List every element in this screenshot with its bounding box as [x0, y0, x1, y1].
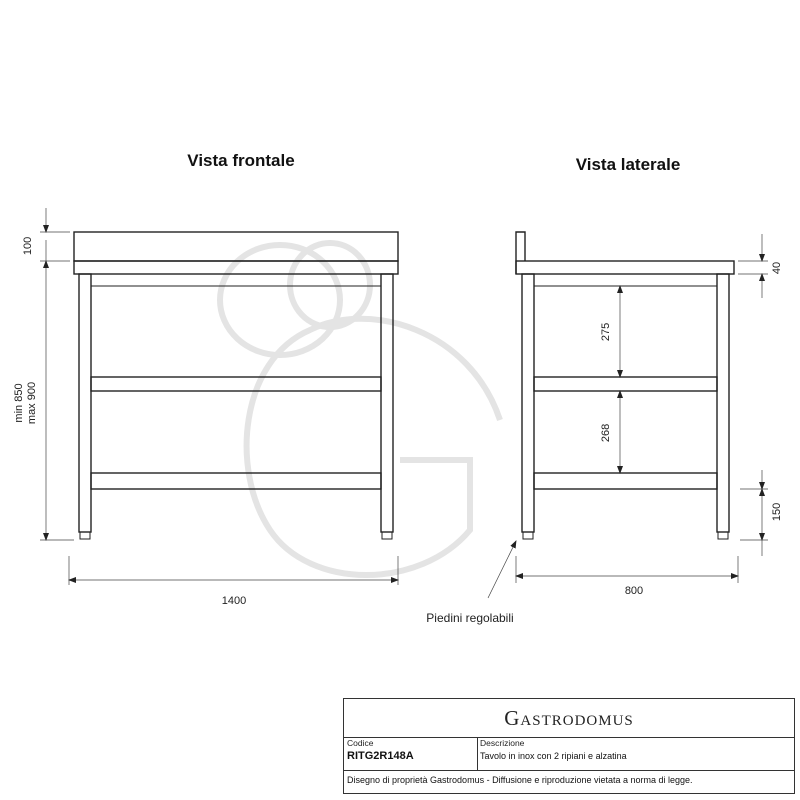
front-leg-left [79, 274, 91, 532]
title-block [343, 698, 795, 794]
front-top-dimension: 100 [22, 236, 34, 256]
front-width-label: 1400 [221, 595, 247, 607]
side-width-dimension [516, 556, 738, 597]
side-shelf-upper [534, 377, 717, 391]
front-view-title: Vista frontale [187, 151, 295, 170]
front-leg-right [381, 274, 393, 532]
description-label: Descrizione [480, 738, 525, 748]
side-foot-left [523, 532, 533, 539]
code-label: Codice [347, 738, 374, 748]
side-backsplash [516, 232, 525, 274]
side-width-label: 800 [624, 585, 644, 597]
side-view-title: Vista laterale [575, 155, 681, 174]
front-height-dimensions [13, 208, 74, 540]
front-view [74, 232, 398, 539]
side-height-dimensions [738, 234, 783, 556]
side-top-label: 40 [771, 261, 783, 275]
front-foot-right [382, 532, 392, 539]
front-width-dimension [69, 556, 398, 607]
brand-logo [504, 706, 634, 731]
side-view [516, 232, 734, 539]
watermark-logo [220, 243, 500, 575]
side-lower-gap-label: 268 [600, 423, 612, 443]
side-leg-left [522, 274, 534, 532]
code-value: RITG2R148A [347, 750, 414, 762]
front-shelf-lower [91, 473, 381, 489]
side-foot-right [718, 532, 728, 539]
side-leg-right [717, 274, 729, 532]
front-height-dimension-max: max 900 [26, 381, 38, 425]
description-value: Tavolo in inox con 2 ripiani e alzatina [480, 751, 627, 761]
brand-logo-initial: G [504, 705, 521, 730]
side-internal-dimensions [600, 286, 620, 473]
front-foot-left [80, 532, 90, 539]
front-height-dimension-min: min 850 [13, 383, 25, 423]
brand-logo-rest: ASTRODOMUS [520, 712, 634, 729]
logo-row [344, 699, 794, 738]
description-cell [477, 737, 794, 771]
side-bottom-label: 150 [771, 502, 783, 522]
side-upper-gap-label: 275 [600, 322, 612, 342]
side-worktop [516, 261, 734, 274]
side-shelf-lower [534, 473, 717, 489]
ownership-footer: Disegno di proprietà Gastrodomus - Diffusione e riproduzione vietata a norma di legge. [347, 775, 693, 785]
code-cell [344, 737, 478, 771]
feet-annotation-label: Piedini regolabili [426, 611, 514, 625]
front-shelf-upper [91, 377, 381, 391]
